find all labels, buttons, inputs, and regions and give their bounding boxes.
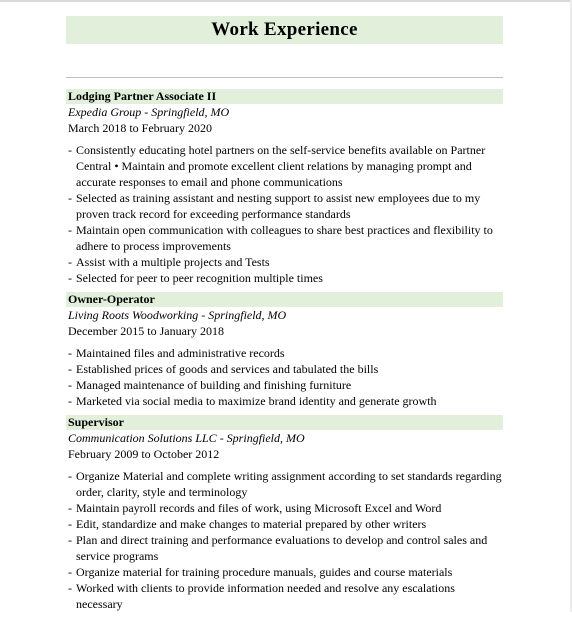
job-bullets <box>66 345 503 409</box>
job-bullet: - Marketed via social media to maximize brand identity and generate growth <box>66 393 503 409</box>
job-bullet: - Maintained files and administrative records <box>66 345 503 361</box>
page-top-border <box>0 0 572 2</box>
job-bullet: - Maintain open communication with colleagues to share best practices and flexibility to adhere to process improvements <box>66 222 503 254</box>
job-company: Communication Solutions LLC - Springfield, MO <box>68 431 305 445</box>
job-bullet: - Established prices of goods and services and tabulated the bills <box>66 361 503 377</box>
job-bullet: - Selected as training assistant and nesting support to assist new employees due to my proven track record for exceeding performance standards <box>66 190 503 222</box>
job-bullet: - Plan and direct training and performance evaluations to develop and control sales and service programs <box>66 532 503 564</box>
job-bullet: - Managed maintenance of building and finishing furniture <box>66 377 503 393</box>
job-bullet: - Selected for peer to peer recognition multiple times <box>66 270 503 286</box>
job-title: Supervisor <box>66 415 503 430</box>
job-bullet: - Assist with a multiple projects and Tests <box>66 254 503 270</box>
section-divider <box>66 77 503 78</box>
job-bullets <box>66 468 503 612</box>
work-experience-list <box>66 89 503 618</box>
job-bullet: - Worked with clients to provide information needed and resolve any escalations necessary <box>66 580 503 612</box>
job-bullet: - Consistently educating hotel partners on the self-service benefits available on Partner Central • Maintain and promote excellent client relations by managing prompt and accurate responses to email and phone communications <box>66 142 503 190</box>
job-dates: December 2015 to January 2018 <box>68 324 224 338</box>
job-title: Owner-Operator <box>66 292 503 307</box>
job-dates: March 2018 to February 2020 <box>68 121 212 135</box>
job-bullets <box>66 142 503 286</box>
job-company: Expedia Group - Springfield, MO <box>68 105 230 119</box>
job-bullet: - Maintain payroll records and files of work, using Microsoft Excel and Word <box>66 500 503 516</box>
job-bullet: - Organize Material and complete writing assignment according to set standards regarding order, clarity, style and terminology <box>66 468 503 500</box>
job-company: Living Roots Woodworking - Springfield, MO <box>68 308 287 322</box>
section-title: Work Experience <box>211 19 358 40</box>
section-header <box>66 16 503 44</box>
job-bullet: - Organize material for training procedure manuals, guides and course materials <box>66 564 503 580</box>
job-bullet: - Edit, standardize and make changes to material prepared by other writers <box>66 516 503 532</box>
job-entry <box>66 292 503 409</box>
job-dates: February 2009 to October 2012 <box>68 447 220 461</box>
job-entry <box>66 89 503 286</box>
job-title: Lodging Partner Associate II <box>66 89 503 104</box>
job-entry <box>66 415 503 612</box>
